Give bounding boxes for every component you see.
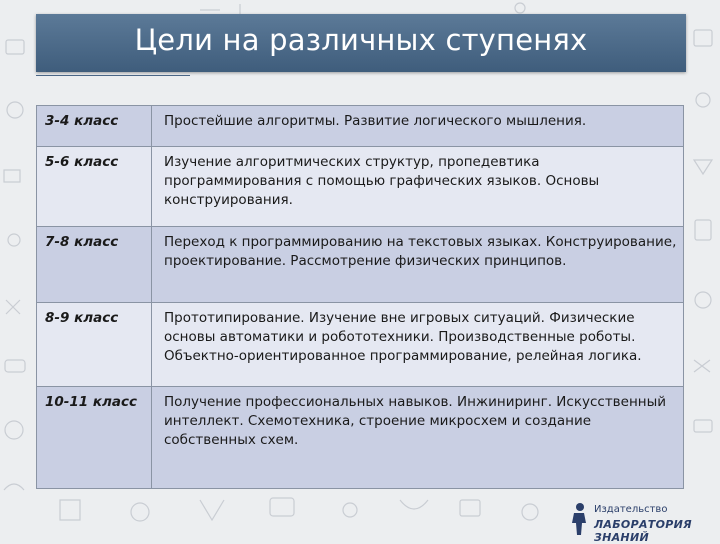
grade-cell: 7-8 класс bbox=[37, 227, 152, 303]
table-row bbox=[37, 303, 684, 387]
grade-cell: 8-9 класс bbox=[37, 303, 152, 387]
table-row bbox=[37, 147, 684, 227]
grade-cell: 10-11 класс bbox=[37, 387, 152, 489]
title-bar bbox=[36, 14, 686, 72]
goals-table bbox=[36, 105, 684, 489]
goal-cell: Прототипирование. Изучение вне игровых ситуаций. Физические основы автоматики и робототехники. Производственные роботы. Объектно-ориентированное программирование, релейная логика. bbox=[152, 303, 684, 387]
table-row bbox=[37, 227, 684, 303]
table-row bbox=[37, 387, 684, 489]
goal-cell: Переход к программированию на текстовых языках. Конструирование, проектирование. Рассмотрение физических принципов. bbox=[152, 227, 684, 303]
publisher-name: ЛАБОРАТОРИЯ ЗНАНИЙ bbox=[594, 518, 692, 544]
goal-cell: Получение профессиональных навыков. Инжиниринг. Искусственный интеллект. Схемотехника, строение микросхем и создание собственных схем. bbox=[152, 387, 684, 489]
table-row bbox=[37, 106, 684, 147]
goal-cell: Изучение алгоритмических структур, пропедевтика программирования с помощью графических языков. Основы конструирования. bbox=[152, 147, 684, 227]
grade-cell: 3-4 класс bbox=[37, 106, 152, 147]
publisher-figure-icon bbox=[570, 502, 592, 536]
grade-cell: 5-6 класс bbox=[37, 147, 152, 227]
title-underline bbox=[36, 75, 190, 76]
goal-cell: Простейшие алгоритмы. Развитие логического мышления. bbox=[152, 106, 684, 147]
publisher-logo bbox=[566, 500, 716, 544]
slide-title: Цели на различных ступенях bbox=[134, 23, 588, 57]
publisher-prefix: Издательство bbox=[594, 504, 668, 515]
